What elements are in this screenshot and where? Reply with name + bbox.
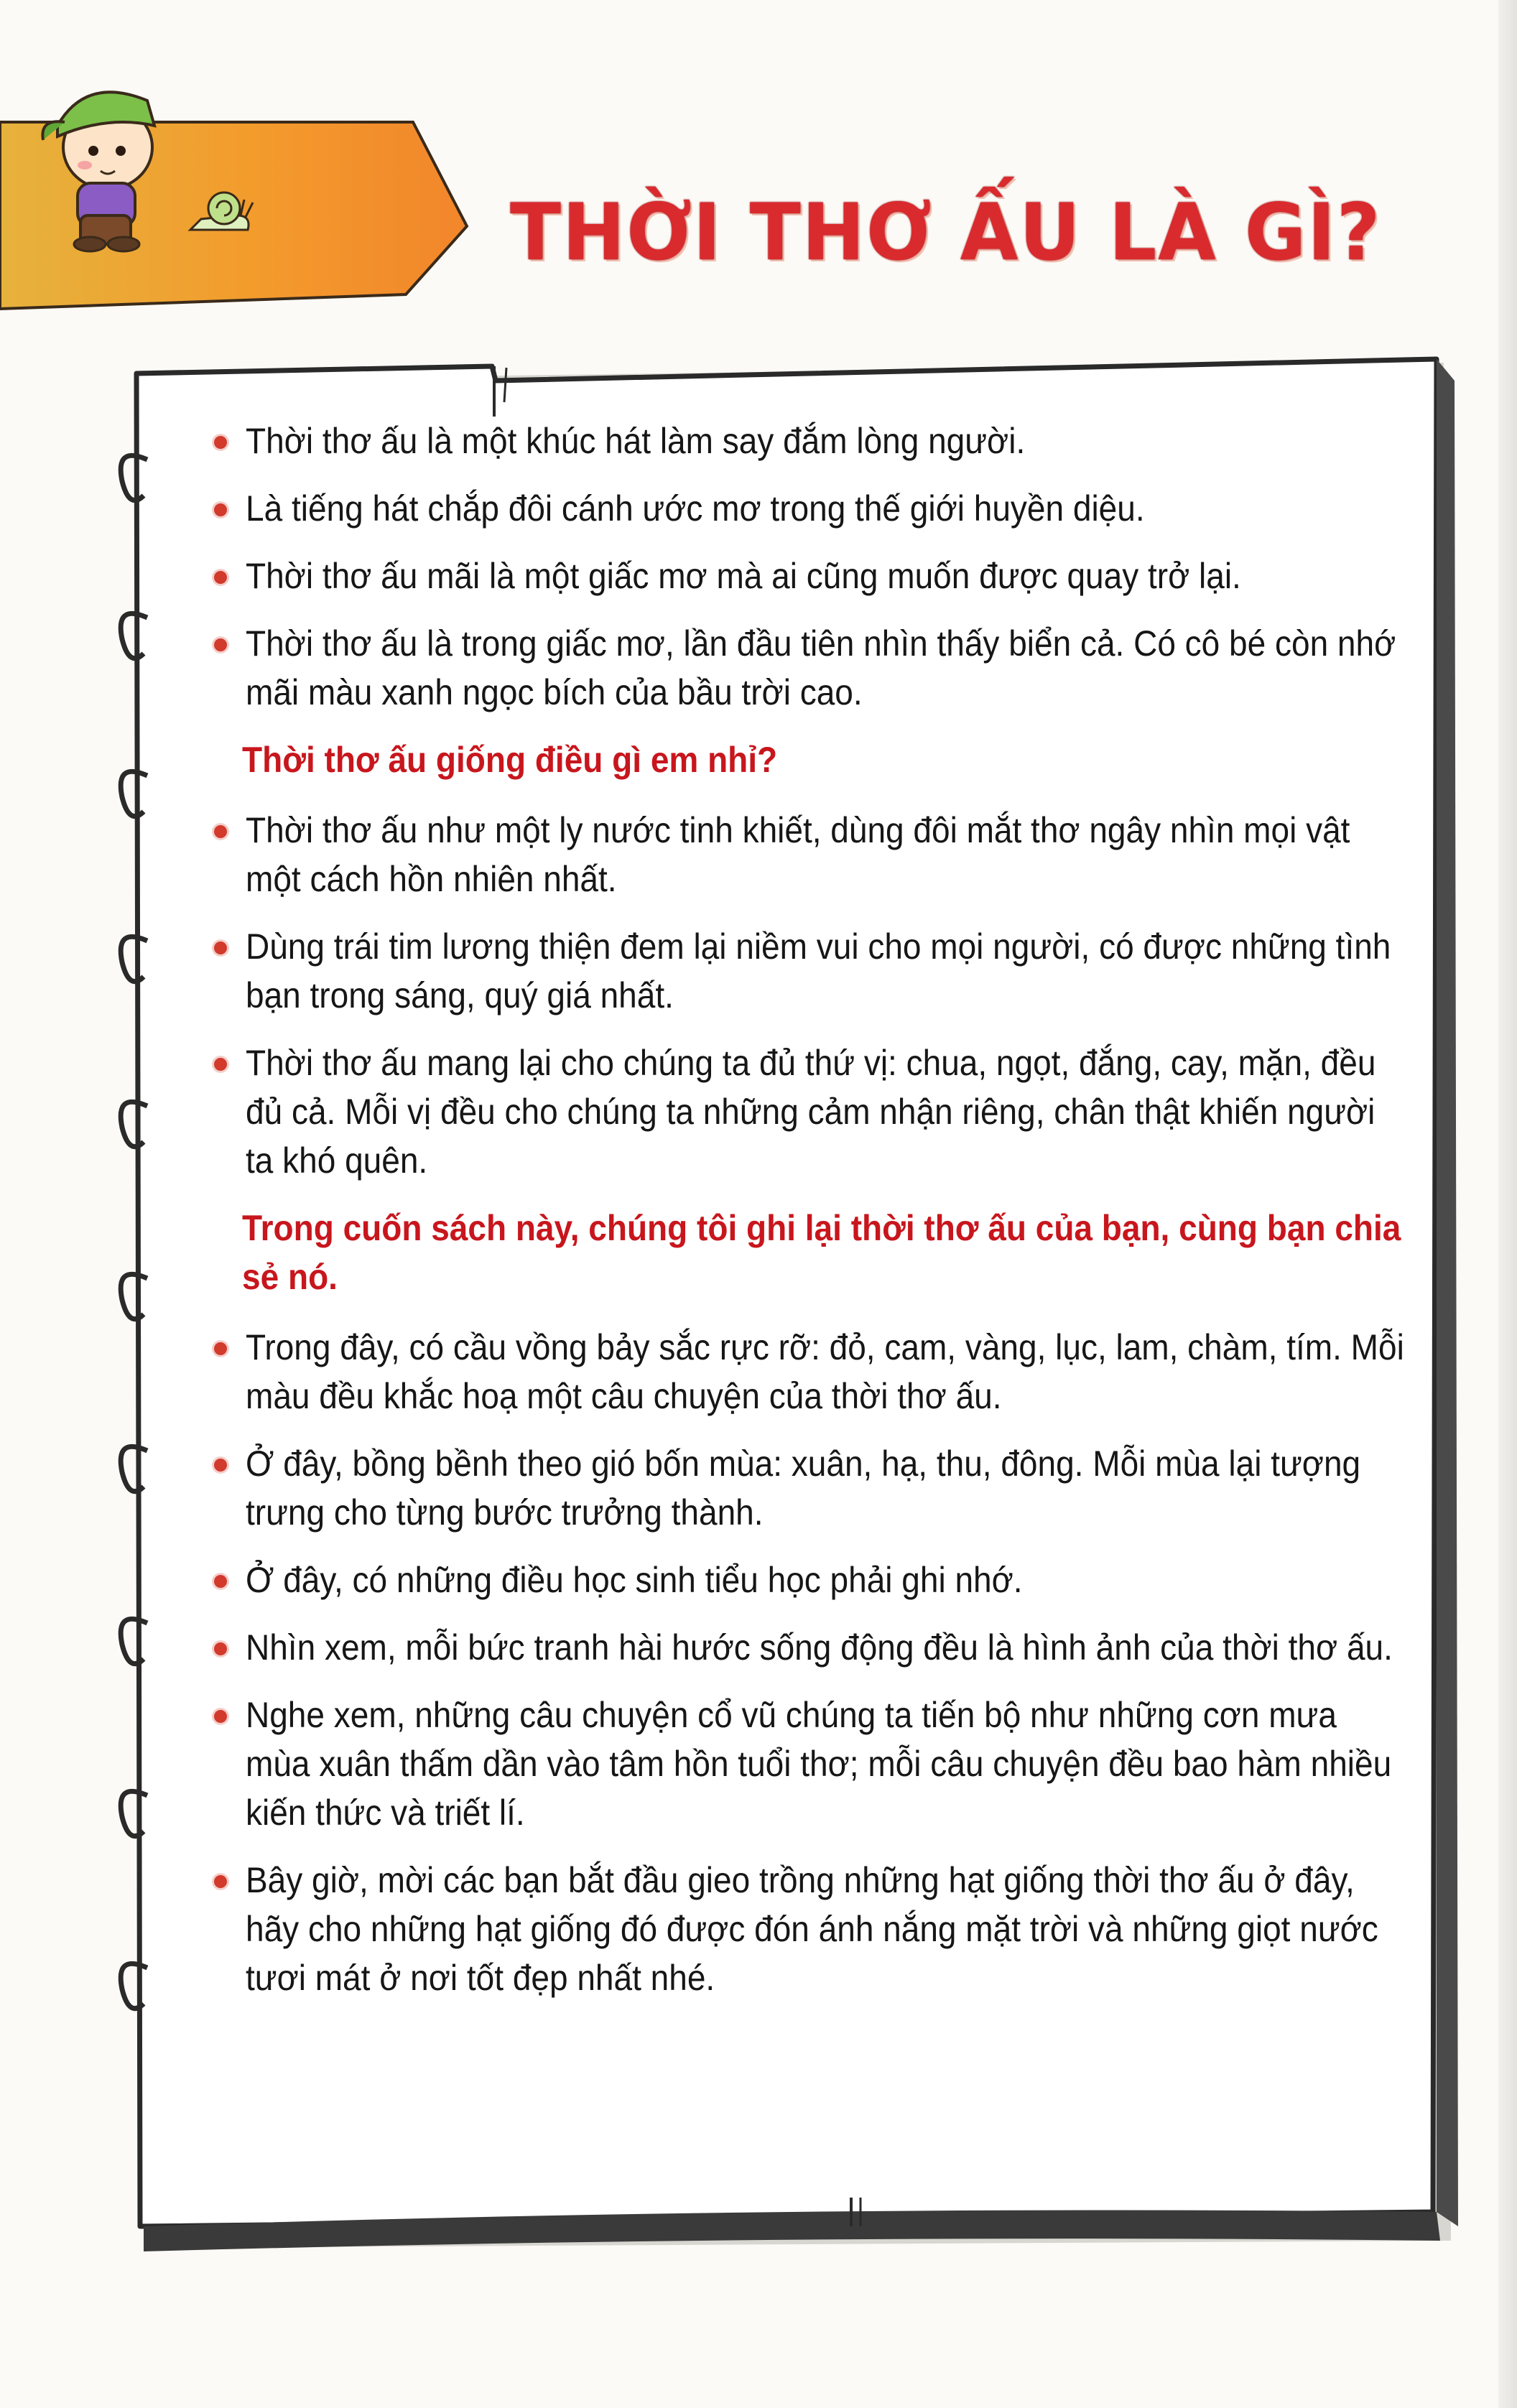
list-item [201,619,1396,717]
bullet-icon [214,1875,227,1888]
bullet-icon [214,1710,227,1723]
list-item-text: Ở đây, có những điều học sinh tiểu học phải ghi nhớ. [246,1560,1023,1600]
list-item [201,552,1365,600]
bullet-icon [214,1459,227,1472]
list-item-text: Là tiếng hát chắp đôi cánh ước mơ trong thế giới huyền diệu. [246,488,1145,529]
spiral-ring-icon [108,431,165,2226]
list-item [201,1556,1365,1604]
list-item [201,1623,1393,1672]
list-item-text: Ở đây, bồng bềnh theo gió bốn mùa: xuân, hạ, thu, đông. Mỗi mùa lại tượng trưng cho từng bước trưởng thành. [246,1444,1361,1533]
list-item-text: Thời thơ ấu là trong giấc mơ, lần đầu tiên nhìn thấy biển cả. Có cô bé còn nhớ mãi màu xanh ngọc bích của bầu trời cao. [246,623,1396,712]
page-title: THỜI THƠ ẤU LÀ GÌ? [510,185,1382,279]
header-banner [0,0,1517,316]
bullet-icon [214,1575,227,1588]
list-item-text: Trong đây, có cầu vồng bảy sắc rực rỡ: đỏ, cam, vàng, lục, lam, chàm, tím. Mỗi màu đều khắc hoạ một câu chuyện của thời thơ ấu. [246,1327,1404,1416]
bullet-icon [214,825,227,838]
list-item [201,1439,1365,1537]
list-item [201,806,1365,903]
list-item-text: Thời thơ ấu mang lại cho chúng ta đủ thứ vị: chua, ngọt, đắng, cay, mặn, đều đủ cả. Mỗi vị đều cho chúng ta những cảm nhận riêng, chân thật khiến người ta khó quên. [246,1043,1376,1181]
section-heading: Thời thơ ấu giống điều gì em nhỉ? [242,740,778,780]
bullet-icon [214,638,227,651]
list-item [201,1038,1376,1185]
bullet-icon [214,503,227,516]
content-list [201,417,1404,2021]
list-item [201,922,1391,1020]
section-heading: Trong cuốn sách này, chúng tôi ghi lại thời thơ ấu của bạn, cùng bạn chia sẻ nó. [242,1208,1401,1297]
list-item-text: Thời thơ ấu là một khúc hát làm say đắm lòng người. [246,421,1026,461]
list-item-text: Thời thơ ấu như một ly nước tinh khiết, dùng đôi mắt thơ ngây nhìn mọi vật một cách hồn nhiên nhất. [246,810,1350,899]
list-item [201,484,1365,533]
bullet-icon [214,942,227,954]
list-item [201,1323,1404,1421]
bullet-icon [214,1642,227,1655]
list-item [201,417,1365,465]
bullet-icon [214,1342,227,1355]
bullet-icon [214,1058,227,1071]
list-item-text: Bây giờ, mời các bạn bắt đầu gieo trồng những hạt giống thời thơ ấu ở đây, hãy cho những hạt giống đó được đón ánh nắng mặt trời và những giọt nước tươi mát ở nơi tốt đẹp nhất nhé. [246,1860,1378,1998]
list-item [201,1856,1378,2002]
list-item-text: Nhìn xem, mỗi bức tranh hài hước sống động đều là hình ảnh của thời thơ ấu. [246,1627,1393,1668]
bullet-icon [214,571,227,584]
list-item-text: Dùng trái tim lương thiện đem lại niềm vui cho mọi người, có được những tình bạn trong sáng, quý giá nhất. [246,926,1391,1015]
list-item-text: Nghe xem, những câu chuyện cổ vũ chúng ta tiến bộ như những cơn mưa mùa xuân thấm dần vào tâm hồn tuổi thơ; mỗi câu chuyện đều bao hàm nhiều kiến thức và triết lí. [246,1695,1392,1833]
list-item [201,1691,1392,1837]
bullet-icon [214,436,227,449]
list-item-text: Thời thơ ấu mãi là một giấc mơ mà ai cũng muốn được quay trở lại. [246,556,1241,596]
